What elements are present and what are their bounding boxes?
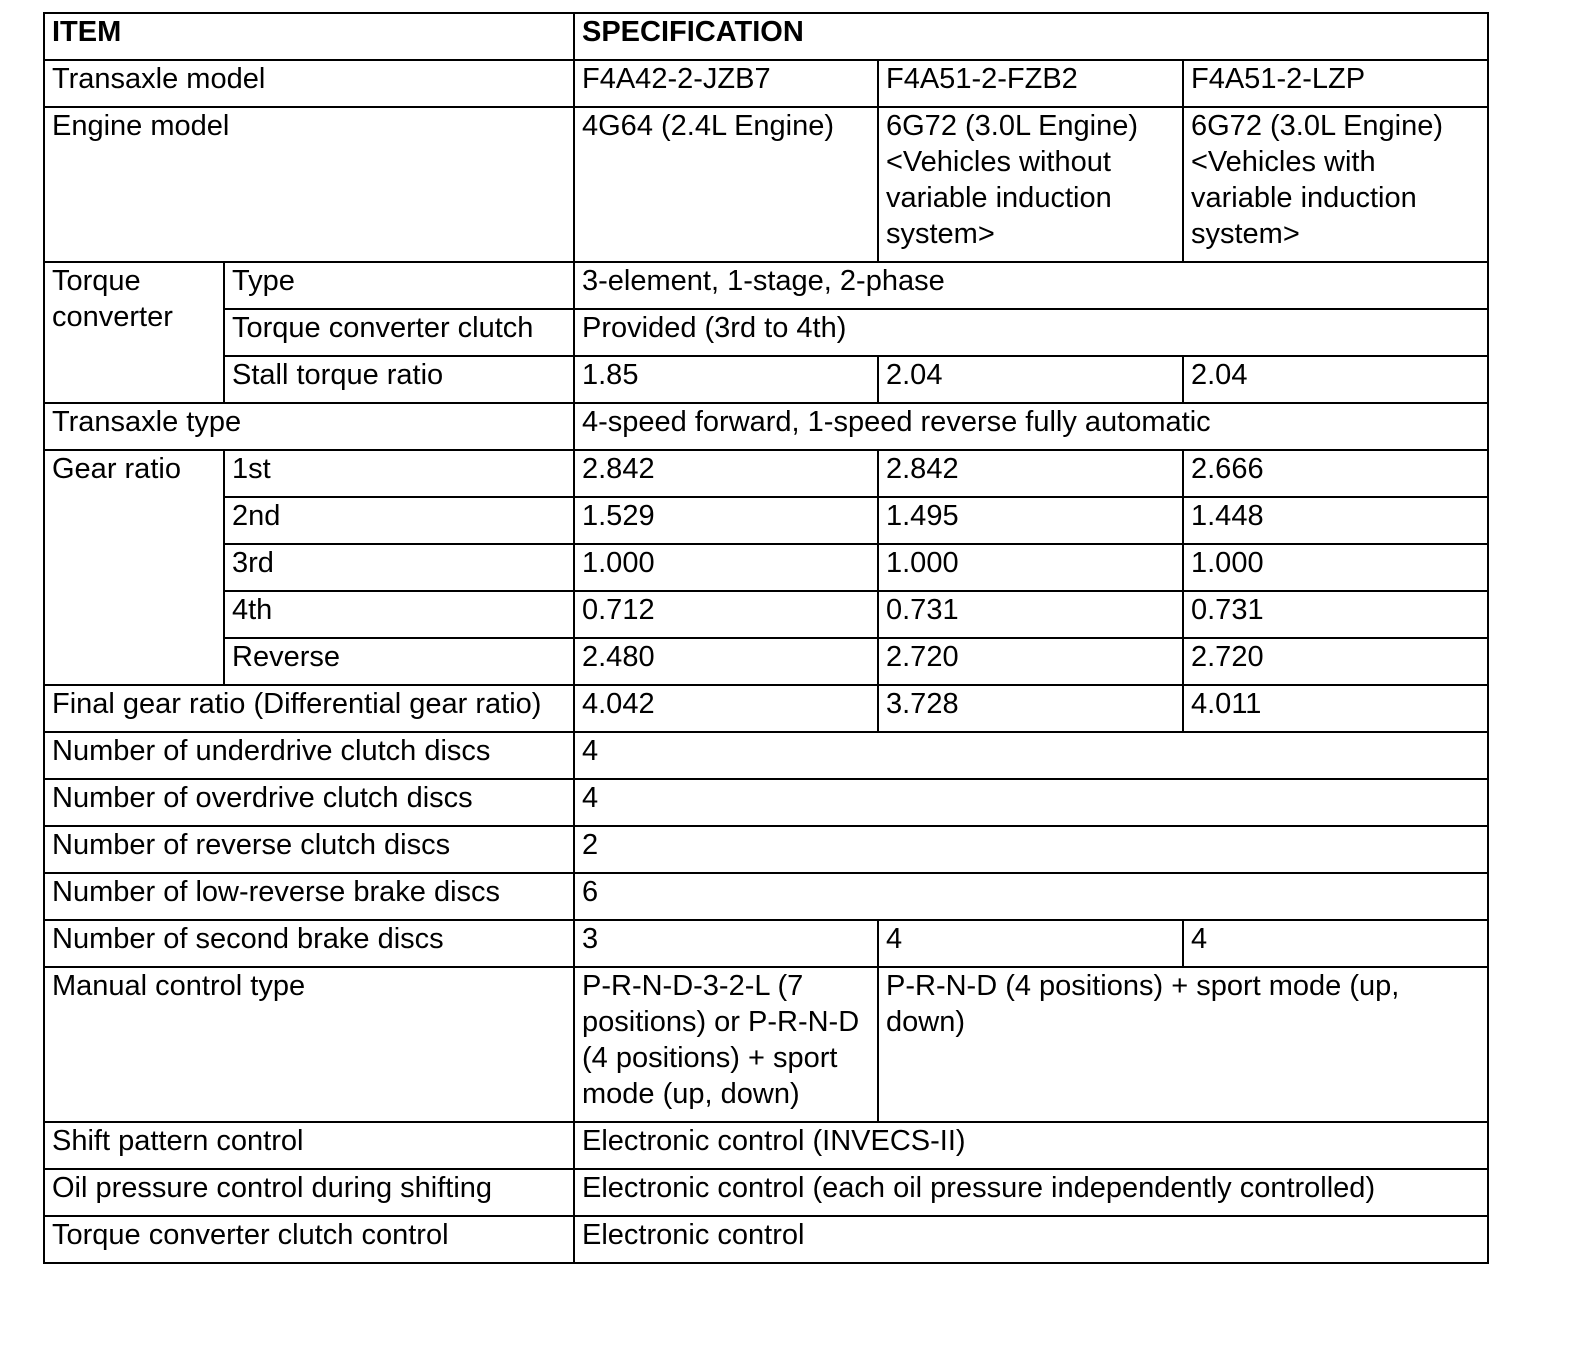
- sub-label: Stall torque ratio: [224, 356, 574, 403]
- table-row: [44, 920, 1488, 967]
- value-cell: 4-speed forward, 1-speed reverse fully automatic: [574, 403, 1488, 450]
- value-cell: 4: [574, 779, 1488, 826]
- value-cell: 1.000: [1183, 544, 1488, 591]
- table-row: [44, 873, 1488, 920]
- value-cell: 1.448: [1183, 497, 1488, 544]
- table-row: [44, 544, 1488, 591]
- table-row: [44, 1122, 1488, 1169]
- value-cell: 4.042: [574, 685, 878, 732]
- value-cell: 4G64 (2.4L Engine): [574, 107, 878, 262]
- value-cell: P-R-N-D (4 positions) + sport mode (up, down): [878, 967, 1488, 1122]
- value-cell: 1.000: [878, 544, 1183, 591]
- table-row: [44, 1216, 1488, 1263]
- value-cell: 1.85: [574, 356, 878, 403]
- value-cell: 2.666: [1183, 450, 1488, 497]
- value-cell: 1.495: [878, 497, 1183, 544]
- value-cell: 3.728: [878, 685, 1183, 732]
- table-row: [44, 356, 1488, 403]
- sub-label: Reverse: [224, 638, 574, 685]
- row-label: Engine model: [44, 107, 574, 262]
- value-cell: 6G72 (3.0L Engine) <Vehicles with variable induction system>: [1183, 107, 1488, 262]
- sub-label: Type: [224, 262, 574, 309]
- table-row: [44, 1169, 1488, 1216]
- value-cell: 2.842: [574, 450, 878, 497]
- table-row: [44, 826, 1488, 873]
- value-cell: 0.712: [574, 591, 878, 638]
- value-cell: F4A51-2-LZP: [1183, 60, 1488, 107]
- value-cell: 2.04: [878, 356, 1183, 403]
- header-row: [44, 13, 1488, 60]
- value-cell: 2.842: [878, 450, 1183, 497]
- table-row: [44, 450, 1488, 497]
- table-row: [44, 967, 1488, 1122]
- value-cell: 1.529: [574, 497, 878, 544]
- table-row: [44, 638, 1488, 685]
- value-cell: 4: [574, 732, 1488, 779]
- row-label: Transaxle model: [44, 60, 574, 107]
- value-cell: 2.720: [878, 638, 1183, 685]
- row-label: Number of overdrive clutch discs: [44, 779, 574, 826]
- value-cell: 2.480: [574, 638, 878, 685]
- value-cell: 2: [574, 826, 1488, 873]
- row-label: Number of reverse clutch discs: [44, 826, 574, 873]
- value-cell: F4A51-2-FZB2: [878, 60, 1183, 107]
- table-row: [44, 309, 1488, 356]
- value-cell: 3-element, 1-stage, 2-phase: [574, 262, 1488, 309]
- sub-label: Torque converter clutch: [224, 309, 574, 356]
- value-cell: 4: [1183, 920, 1488, 967]
- value-cell: Electronic control: [574, 1216, 1488, 1263]
- value-cell: 1.000: [574, 544, 878, 591]
- table-row: [44, 403, 1488, 450]
- value-cell: 0.731: [878, 591, 1183, 638]
- value-cell: 2.720: [1183, 638, 1488, 685]
- row-label: Manual control type: [44, 967, 574, 1122]
- sub-label: 1st: [224, 450, 574, 497]
- group-label: Torque converter: [44, 262, 224, 403]
- value-cell: 0.731: [1183, 591, 1488, 638]
- group-label: Gear ratio: [44, 450, 224, 685]
- header-specification: SPECIFICATION: [574, 13, 1488, 60]
- table-row: [44, 732, 1488, 779]
- table-row: [44, 591, 1488, 638]
- row-label: Oil pressure control during shifting: [44, 1169, 574, 1216]
- specification-table: [43, 12, 1489, 1264]
- table-row: [44, 60, 1488, 107]
- value-cell: Provided (3rd to 4th): [574, 309, 1488, 356]
- table-row: [44, 685, 1488, 732]
- table-row: [44, 107, 1488, 262]
- sub-label: 3rd: [224, 544, 574, 591]
- value-cell: 2.04: [1183, 356, 1488, 403]
- row-label: Number of low-reverse brake discs: [44, 873, 574, 920]
- row-label: Torque converter clutch control: [44, 1216, 574, 1263]
- sub-label: 2nd: [224, 497, 574, 544]
- value-cell: 3: [574, 920, 878, 967]
- row-label: Final gear ratio (Differential gear ratio): [44, 685, 574, 732]
- table-row: [44, 779, 1488, 826]
- value-cell: F4A42-2-JZB7: [574, 60, 878, 107]
- value-cell: Electronic control (each oil pressure independently controlled): [574, 1169, 1488, 1216]
- value-cell: 4.011: [1183, 685, 1488, 732]
- row-label: Transaxle type: [44, 403, 574, 450]
- row-label: Number of second brake discs: [44, 920, 574, 967]
- value-cell: Electronic control (INVECS-II): [574, 1122, 1488, 1169]
- value-cell: 6: [574, 873, 1488, 920]
- row-label: Shift pattern control: [44, 1122, 574, 1169]
- row-label: Number of underdrive clutch discs: [44, 732, 574, 779]
- sub-label: 4th: [224, 591, 574, 638]
- header-item: ITEM: [44, 13, 574, 60]
- value-cell: 4: [878, 920, 1183, 967]
- value-cell: 6G72 (3.0L Engine) <Vehicles without variable induction system>: [878, 107, 1183, 262]
- value-cell: P-R-N-D-3-2-L (7 positions) or P-R-N-D (4 positions) + sport mode (up, down): [574, 967, 878, 1122]
- table-row: [44, 262, 1488, 309]
- table-row: [44, 497, 1488, 544]
